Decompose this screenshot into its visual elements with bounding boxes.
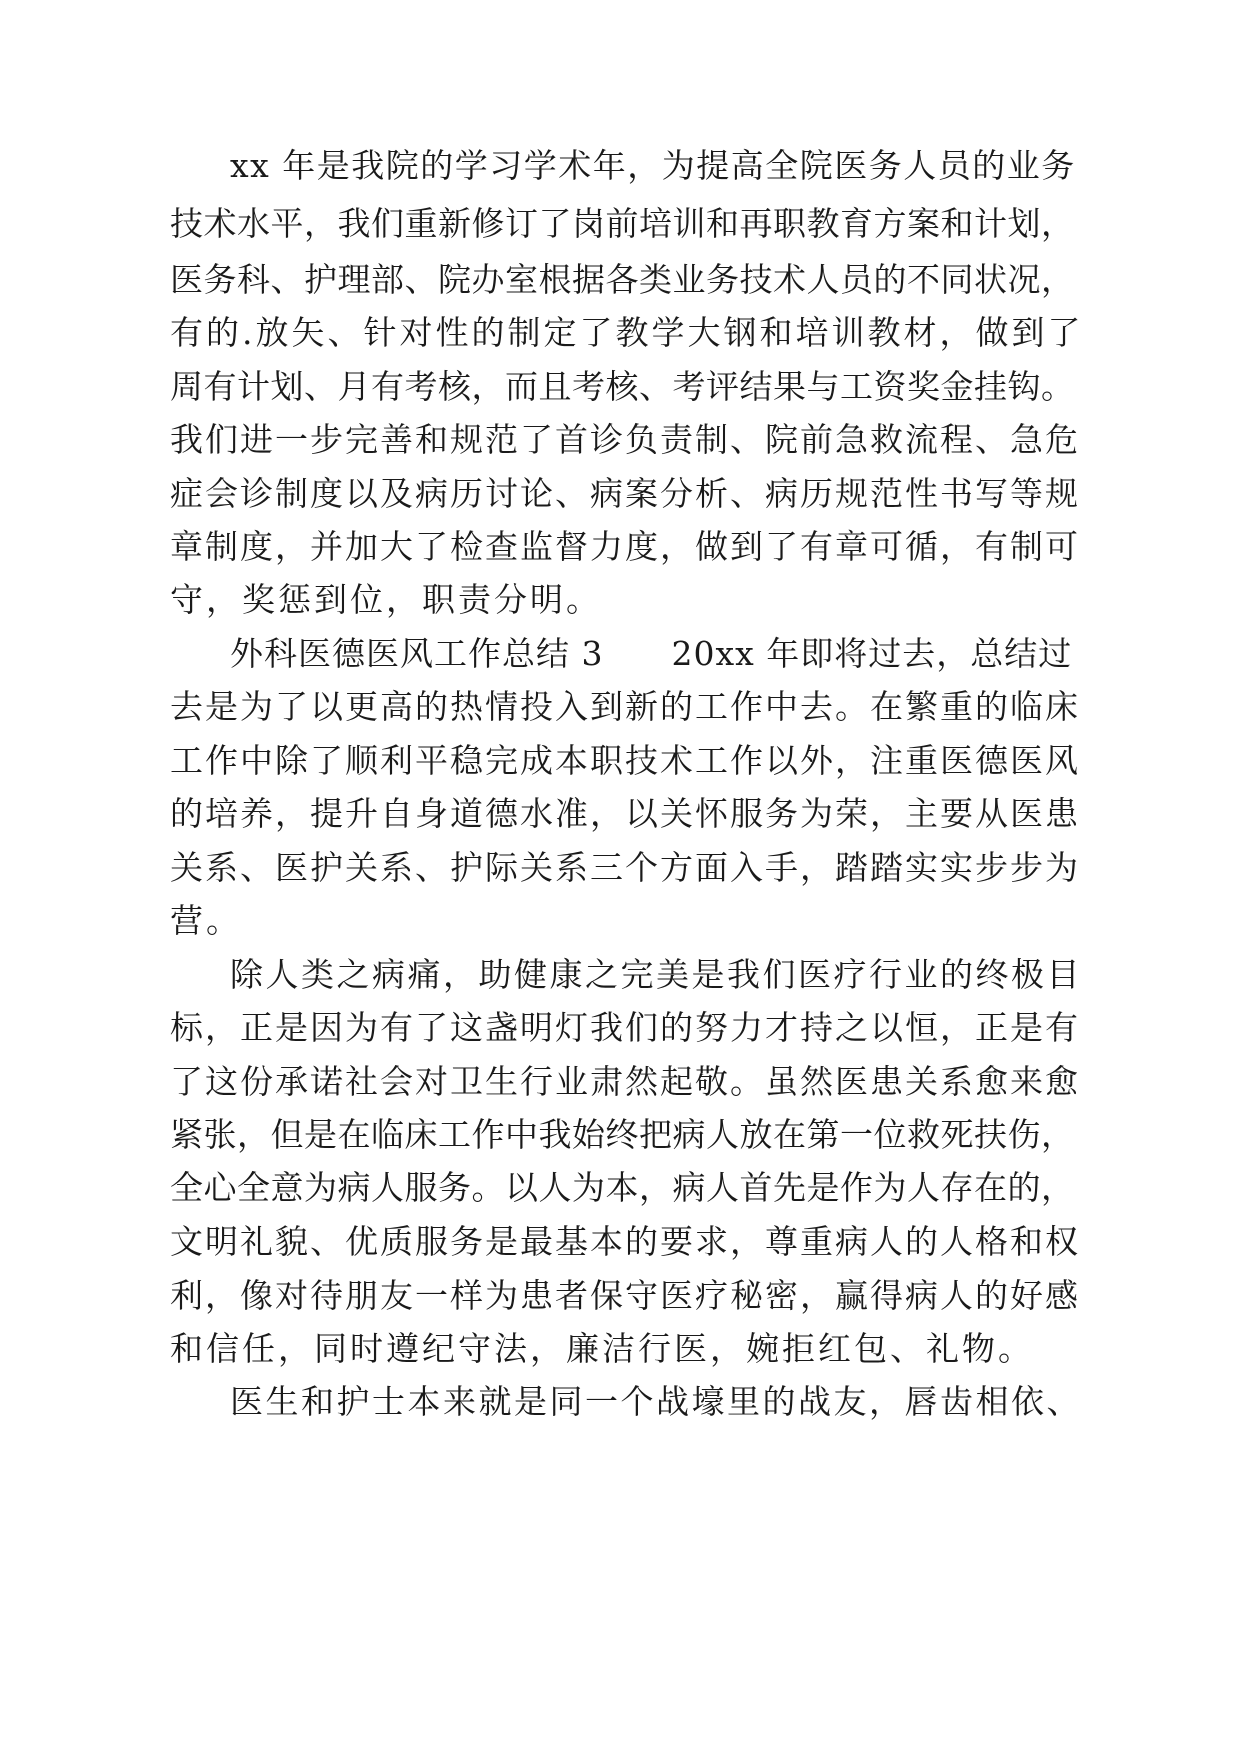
text-line: 利，像对待朋友一样为患者保守医疗秘密，赢得病人的好感 [170,1276,1080,1315]
text-line: 文明礼貌、优质服务是最基本的要求，尊重病人的人格和权 [170,1222,1080,1261]
text-line: 医务科、护理部、院办室根据各类业务技术人员的不同状况， [170,260,1075,299]
text-line: 了这份承诺社会对卫生行业肃然起敬。虽然医患关系愈来愈 [170,1062,1080,1101]
text-line: 症会诊制度以及病历讨论、病案分析、病历规范性书写等规 [170,474,1080,513]
text-line: 周有计划、月有考核，而且考核、考评结果与工资奖金挂钩。 [170,367,1075,406]
text-line: 和信任，同时遵纪守法，廉洁行医，婉拒红包、礼物。 [170,1329,1034,1368]
text-line: 关系、医护关系、护际关系三个方面入手，踏踏实实步步为 [170,848,1080,887]
text-line: 全心全意为病人服务。以人为本，病人首先是作为人存在的， [170,1168,1075,1207]
text-line: 外科医德医风工作总结 3 20xx 年即将过去，总结过 [230,634,1073,673]
text-line: 营。 [170,901,242,940]
text-line: xx 年是我院的学习学术年，为提高全院医务人员的业务 [230,146,1076,185]
text-line: 标，正是因为有了这盏明灯我们的努力才持之以恒，正是有 [170,1008,1080,1047]
text-line: 我们进一步完善和规范了首诊负责制、院前急救流程、急危 [170,420,1080,459]
text-line: 章制度，并加大了检查监督力度，做到了有章可循，有制可 [170,527,1080,566]
text-line: 技术水平，我们重新修订了岗前培训和再职教育方案和计划， [170,204,1075,243]
text-line: 紧张，但是在临床工作中我始终把病人放在第一位救死扶伤， [170,1115,1075,1154]
text-line: 除人类之病痛，助健康之完美是我们医疗行业的终极目 [230,955,1082,994]
text-line: 守，奖惩到位，职责分明。 [170,580,602,619]
text-line: 有的.放矢、针对性的制定了教学大钢和培训教材，做到了 [170,313,1084,352]
text-line: 的培养，提升自身道德水准，以关怀服务为荣，主要从医患 [170,794,1080,833]
text-line: 工作中除了顺利平稳完成本职技术工作以外，注重医德医风 [170,741,1080,780]
text-line: 医生和护士本来就是同一个战壕里的战友，唇齿相依、 [230,1382,1082,1421]
text-line: 去是为了以更高的热情投入到新的工作中去。在繁重的临床 [170,687,1080,726]
